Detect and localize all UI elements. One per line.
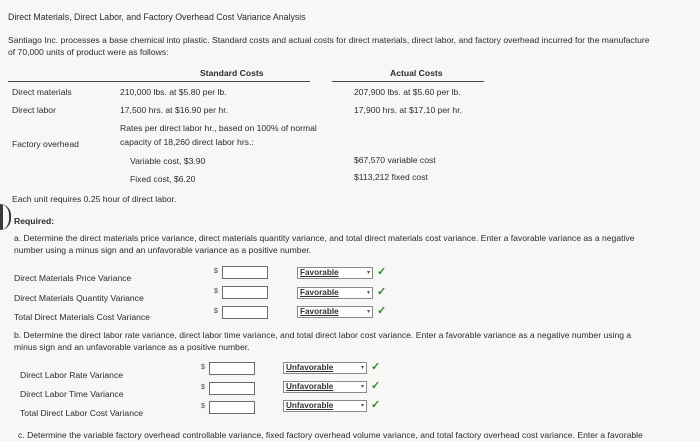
header-standard-costs: Standard Costs	[200, 68, 264, 78]
overhead-rate-line-2: capacity of 18,260 direct labor hrs.:	[120, 137, 254, 147]
chevron-down-icon: ▾	[366, 309, 370, 315]
actual-direct-labor: 17,900 hrs. at $17.10 per hr.	[354, 105, 462, 115]
actual-variable-cost: $67,570 variable cost	[354, 155, 436, 165]
chevron-down-icon: ▾	[360, 384, 364, 390]
selected-option: Favorable	[300, 288, 339, 297]
dm-price-variance-label: Direct Materials Price Variance	[14, 273, 132, 283]
dm-total-variance-input[interactable]	[222, 306, 268, 319]
checkmark-icon: ✓	[377, 286, 387, 298]
row-label-direct-materials: Direct materials	[12, 87, 72, 97]
dl-rate-variance-label: Direct Labor Rate Variance	[20, 370, 124, 380]
dm-quantity-variance-input[interactable]	[222, 286, 268, 299]
row-label-factory-overhead: Factory overhead	[12, 139, 79, 149]
dl-time-variance-select[interactable]	[283, 381, 367, 393]
selected-option: Favorable	[300, 268, 339, 277]
standard-fixed-cost: Fixed cost, $6.20	[130, 174, 196, 184]
part-b-instructions-2: minus sign and an unfavorable variance as a positive number.	[14, 342, 250, 352]
header-actual-costs: Actual Costs	[390, 68, 443, 78]
dl-total-variance-select[interactable]	[283, 400, 367, 412]
dm-price-variance-input[interactable]	[222, 266, 268, 279]
part-a-instructions-1: a. Determine the direct materials price variance, direct materials quantity variance, and total direct materials cost variance. Enter a favorable variance as a negative	[14, 233, 635, 243]
checkmark-icon: ✓	[377, 305, 387, 317]
standard-direct-materials: 210,000 lbs. at $5.80 per lb.	[120, 87, 227, 97]
checkmark-icon: ✓	[377, 266, 387, 278]
page-title: Direct Materials, Direct Labor, and Factory Overhead Cost Variance Analysis	[8, 12, 306, 22]
dollar-sign: $	[201, 403, 205, 410]
checkmark-icon: ✓	[371, 380, 381, 392]
dl-time-variance-input[interactable]	[209, 382, 255, 395]
selected-option: Unfavorable	[286, 401, 334, 410]
intro-line-2: of 70,000 units of product were as follows:	[8, 47, 169, 57]
dollar-sign: $	[214, 288, 218, 295]
dl-time-variance-label: Direct Labor Time Variance	[20, 389, 124, 399]
required-heading: Required:	[14, 216, 55, 226]
actual-fixed-cost: $113,212 fixed cost	[354, 172, 428, 182]
dm-total-variance-label: Total Direct Materials Cost Variance	[14, 312, 150, 322]
dl-rate-variance-select[interactable]	[283, 362, 367, 374]
dollar-sign: $	[214, 308, 218, 315]
chevron-down-icon: ▾	[366, 270, 370, 276]
header-rule-left	[8, 81, 310, 82]
standard-direct-labor: 17,500 hrs. at $16.90 per hr.	[120, 105, 228, 115]
dm-quantity-variance-select[interactable]	[297, 287, 373, 299]
dl-total-variance-label: Total Direct Labor Cost Variance	[20, 408, 144, 418]
part-c-instructions-1: c. Determine the variable factory overhead controllable variance, fixed factory overhead volume variance, and total factory overhead cost variance. Enter a favorable	[18, 430, 643, 440]
part-b-instructions-1: b. Determine the direct labor rate variance, direct labor time variance, and total direct labor cost variance. Enter a favorable variance as a negative number using a	[14, 330, 632, 340]
dollar-sign: $	[214, 268, 218, 275]
dm-price-variance-select[interactable]	[297, 267, 373, 279]
selected-option: Unfavorable	[286, 382, 334, 391]
row-label-direct-labor: Direct labor	[12, 105, 56, 115]
part-a-instructions-2: number using a minus sign and an unfavorable variance as a positive number.	[14, 245, 312, 255]
chevron-down-icon: ▾	[360, 365, 364, 371]
dm-total-variance-select[interactable]	[297, 306, 373, 318]
chevron-down-icon: ▾	[366, 290, 370, 296]
dollar-sign: $	[201, 384, 205, 391]
unit-labor-note: Each unit requires 0.25 hour of direct labor.	[12, 194, 177, 204]
chevron-down-icon: ▾	[360, 403, 364, 409]
header-rule-right	[332, 81, 484, 82]
standard-variable-cost: Variable cost, $3.90	[130, 156, 206, 166]
checkmark-icon: ✓	[371, 361, 381, 373]
dollar-sign: $	[201, 364, 205, 371]
intro-line-1: Santiago Inc. processes a base chemical into plastic. Standard costs and actual costs for direct materials, direct labor, and factory overhead incurred for the manufacture	[8, 35, 650, 45]
dl-rate-variance-input[interactable]	[209, 362, 255, 375]
actual-direct-materials: 207,900 lbs. at $5.60 per lb.	[354, 87, 461, 97]
checkmark-icon: ✓	[371, 399, 381, 411]
section-bracket-icon	[0, 204, 11, 230]
selected-option: Unfavorable	[286, 363, 334, 372]
dl-total-variance-input[interactable]	[209, 401, 255, 414]
overhead-rate-line-1: Rates per direct labor hr., based on 100% of normal	[120, 123, 317, 133]
dm-quantity-variance-label: Direct Materials Quantity Variance	[14, 293, 144, 303]
selected-option: Favorable	[300, 307, 339, 316]
